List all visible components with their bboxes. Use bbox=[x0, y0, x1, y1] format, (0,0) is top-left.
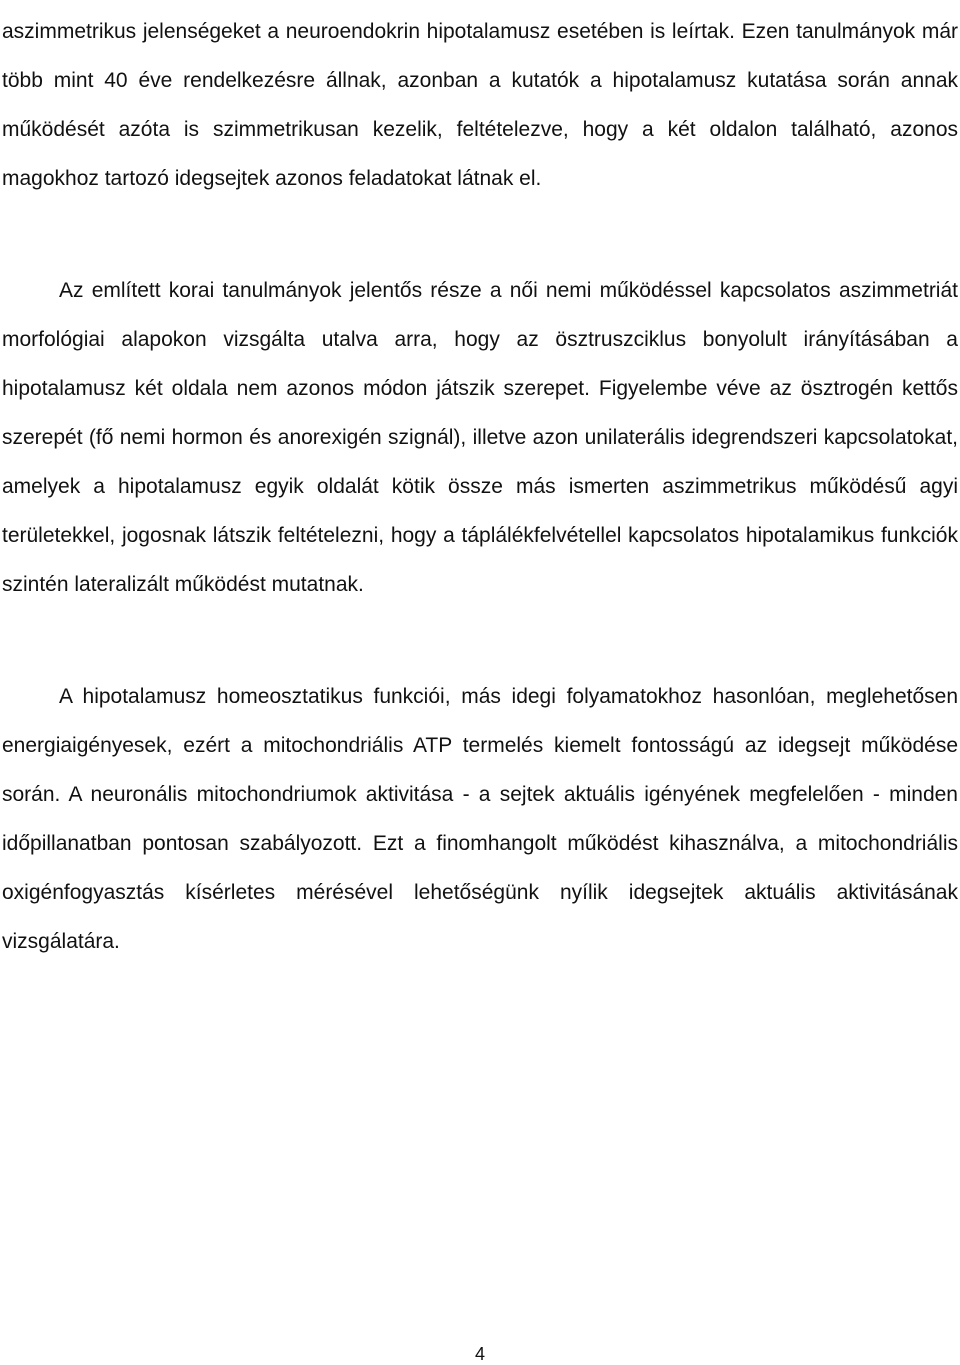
paragraph-2: Az említett korai tanulmányok jelentős része a női nemi működéssel kapcsolatos aszimmetriát morfológiai alapokon vizsgálta utalva arra, hogy az ösztruszciklus bonyolult irányításában a hipotalamusz két oldala nem azonos módon játszik szerepet. Figyelembe véve az ösztrogén kettős szerepét (fő nemi hormon és anorexigén szignál), illetve azon unilaterális idegrendszeri kapcsolatokat, amelyek a hipotalamusz egyik oldalát kötik össze más ismerten aszimmetrikus működésű agyi területekkel, jogosnak látszik feltételezni, hogy a táplálékfelvétellel kapcsolatos hipotalamikus funkciók szintén lateralizált működést mutatnak. bbox=[2, 279, 958, 596]
paragraph-3: A hipotalamusz homeosztatikus funkciói, más idegi folyamatokhoz hasonlóan, meglehetősen energiaigényesek, ezért a mitochondriális ATP termelés kiemelt fontosságú az idegsejt működése során. A neuronális mitochondriumok aktivitása - a sejtek aktuális igényének megfelelően - minden időpillanatban pontosan szabályozott. Ezt a finomhangolt működést kihasználva, a mitochondriális oxigénfogyasztás kísérletes mérésével lehetőségünk nyílik idegsejtek aktuális aktivitásának vizsgálatára. bbox=[2, 685, 958, 953]
page-number: 4 bbox=[474, 1344, 485, 1364]
paragraph-1: aszimmetrikus jelenségeket a neuroendokrin hipotalamusz esetében is leírtak. Ezen tanulmányok már több mint 40 éve rendelkezésre állnak, azonban a kutatók a hipotalamusz kutatása során annak működését azóta is szimmetrikusan kezelik, feltételezve, hogy a két oldalon található, azonos magokhoz tartozó idegsejtek azonos feladatokat látnak el. bbox=[2, 20, 958, 190]
